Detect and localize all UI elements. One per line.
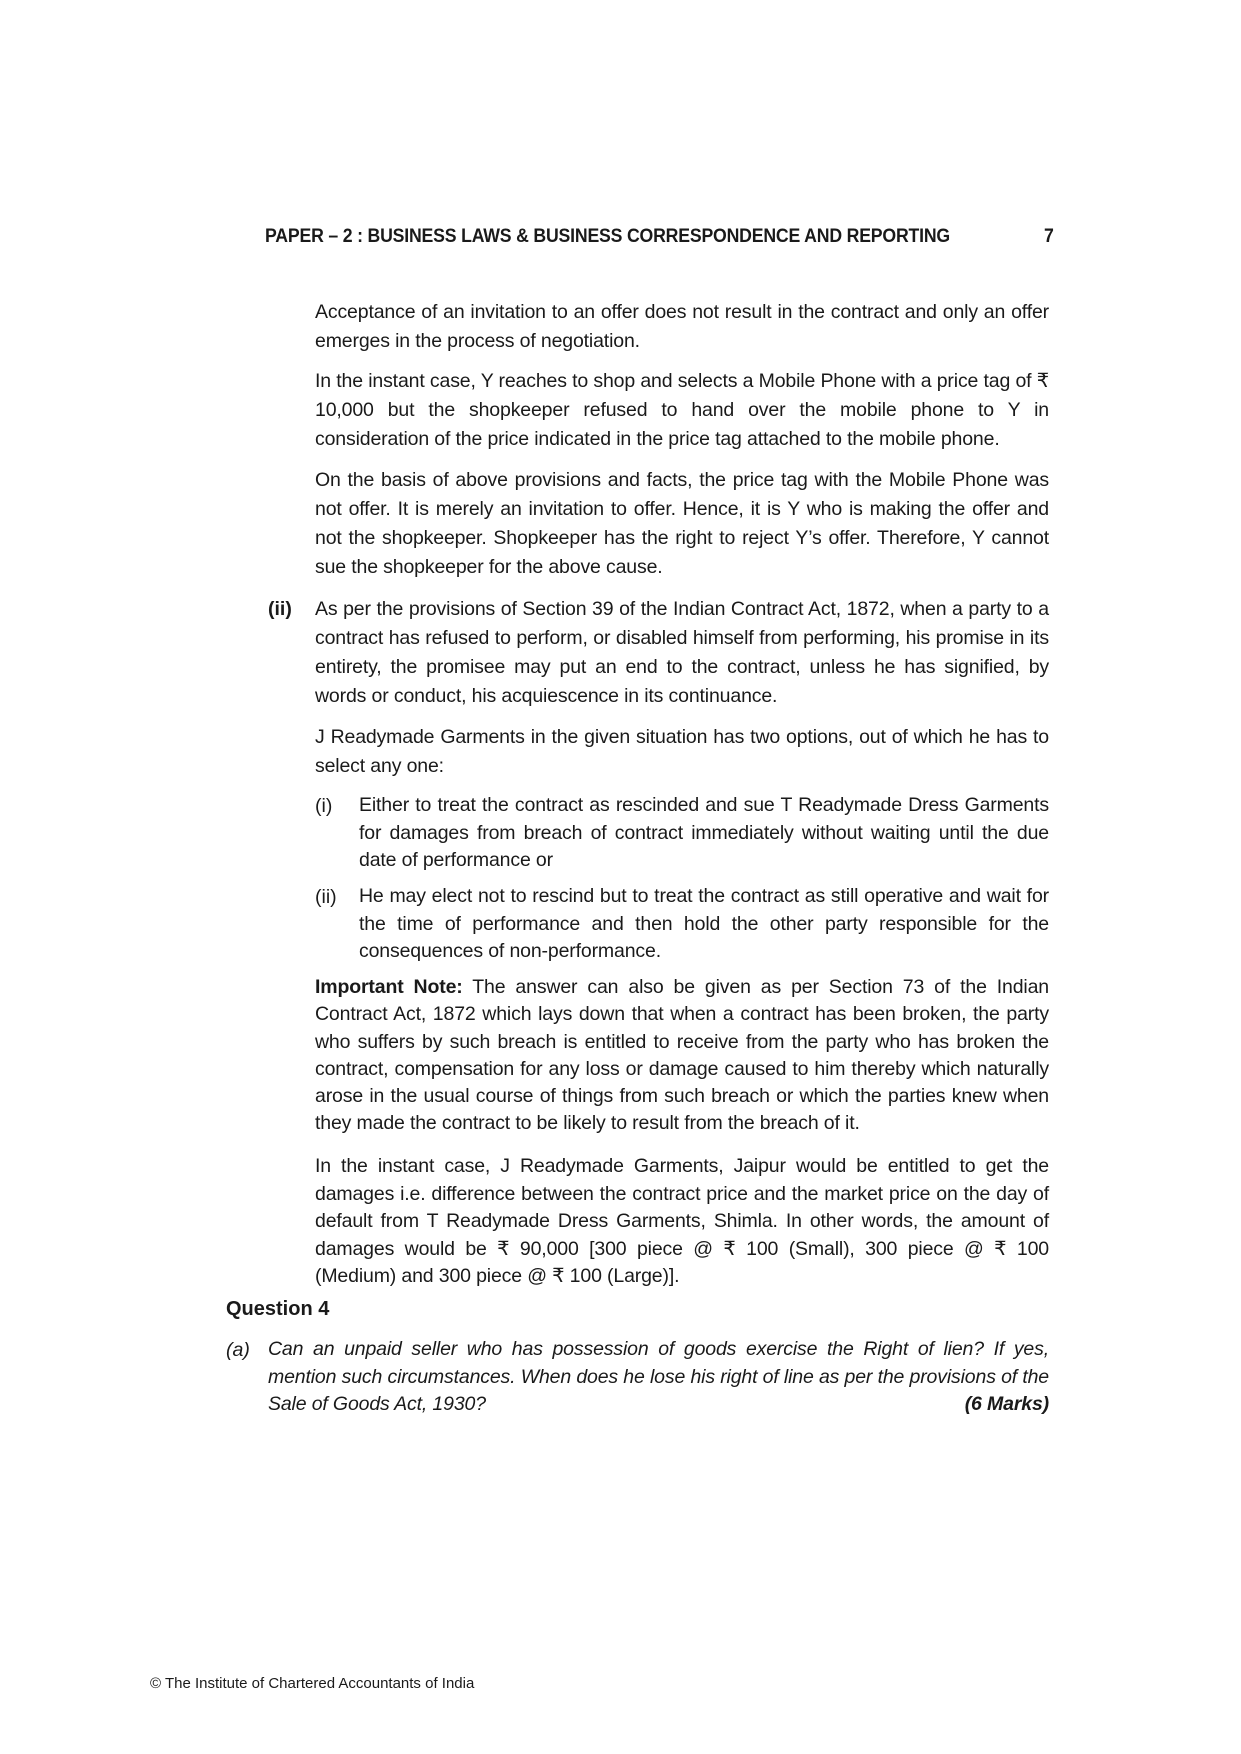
important-note-label: Important Note: xyxy=(315,976,463,998)
question-part-label: (a) xyxy=(226,1339,250,1361)
paragraph-instant-case: In the instant case, Y reaches to shop and selects a Mobile Phone with a price tag of ₹ 10,000 but the shopkeeper refused to hand over the mobile phone to Y in consideration of the price indicated in the price tag attached to the mobile phone. xyxy=(315,370,1049,450)
header-title: PAPER – 2 : BUSINESS LAWS & BUSINESS CORRESPONDENCE AND REPORTING xyxy=(265,226,951,247)
question-part-text: Can an unpaid seller who has possession of goods exercise the Right of lien? If yes, mention such circumstances. When does he lose his right of line as per the provisions of the Sale of Goods Act, 1930? xyxy=(268,1338,1049,1415)
option-label-2: (ii) xyxy=(315,886,337,908)
paragraph-options-intro: J Readymade Garments in the given situation has two options, out of which he has to select any one: xyxy=(315,726,1049,777)
section-label-ii: (ii) xyxy=(268,598,292,620)
paragraph-conclusion-offer: On the basis of above provisions and facts, the price tag with the Mobile Phone was not offer. It is merely an invitation to offer. Hence, it is Y who is making the offer and not the shopkeeper. Shopkeeper has the right to reject Y’s offer. Therefore, Y cannot sue the shopkeeper for the above cause. xyxy=(315,469,1049,578)
question-part-text-block xyxy=(268,1336,1049,1419)
page-number: 7 xyxy=(1043,226,1054,247)
important-note-text: The answer can also be given as per Section 73 of the Indian Contract Act, 1872 which lays down that when a contract has been broken, the party who suffers by such breach is entitled to receive from the party who has broken the contract, compensation for any loss or damage caused to him thereby which naturally arose in the usual course of things from such breach or which the parties knew when they made the contract to be likely to result from the breach of it. xyxy=(315,976,1050,1135)
option-label-1: (i) xyxy=(315,795,333,817)
page-header xyxy=(265,226,1054,248)
important-note xyxy=(315,974,1049,1138)
option-text-2: He may elect not to rescind but to treat the contract as still operative and wait for the time of performance and then hold the other party responsible for the consequences of non-performance. xyxy=(359,885,1049,962)
question-marks: (6 Marks) xyxy=(964,1393,1049,1415)
option-text-1: Either to treat the contract as rescinded and sue T Readymade Dress Garments for damages from breach of contract immediately without waiting until the due date of performance or xyxy=(359,794,1049,871)
paragraph-damages-conclusion: In the instant case, J Readymade Garments, Jaipur would be entitled to get the damages i.e. difference between the contract price and the market price on the day of default from T Readymade Dress Garments, Shimla. In other words, the amount of damages would be ₹ 90,000 [300 piece @ ₹ 100 (Small), 300 piece @ ₹ 100 (Medium) and 300 piece @ ₹ 100 (Large)]. xyxy=(315,1155,1049,1287)
question-heading: Question 4 xyxy=(226,1298,330,1320)
footer-copyright: © The Institute of Chartered Accountants of India xyxy=(150,1675,475,1692)
paragraph-invitation-acceptance: Acceptance of an invitation to an offer does not result in the contract and only an offer emerges in the process of negotiation. xyxy=(315,301,1049,352)
paragraph-section-39: As per the provisions of Section 39 of the Indian Contract Act, 1872, when a party to a contract has refused to perform, or disabled himself from performing, his promise in its entirety, the promisee may put an end to the contract, unless he has signified, by words or conduct, his acquiescence in its continuance. xyxy=(315,598,1049,707)
